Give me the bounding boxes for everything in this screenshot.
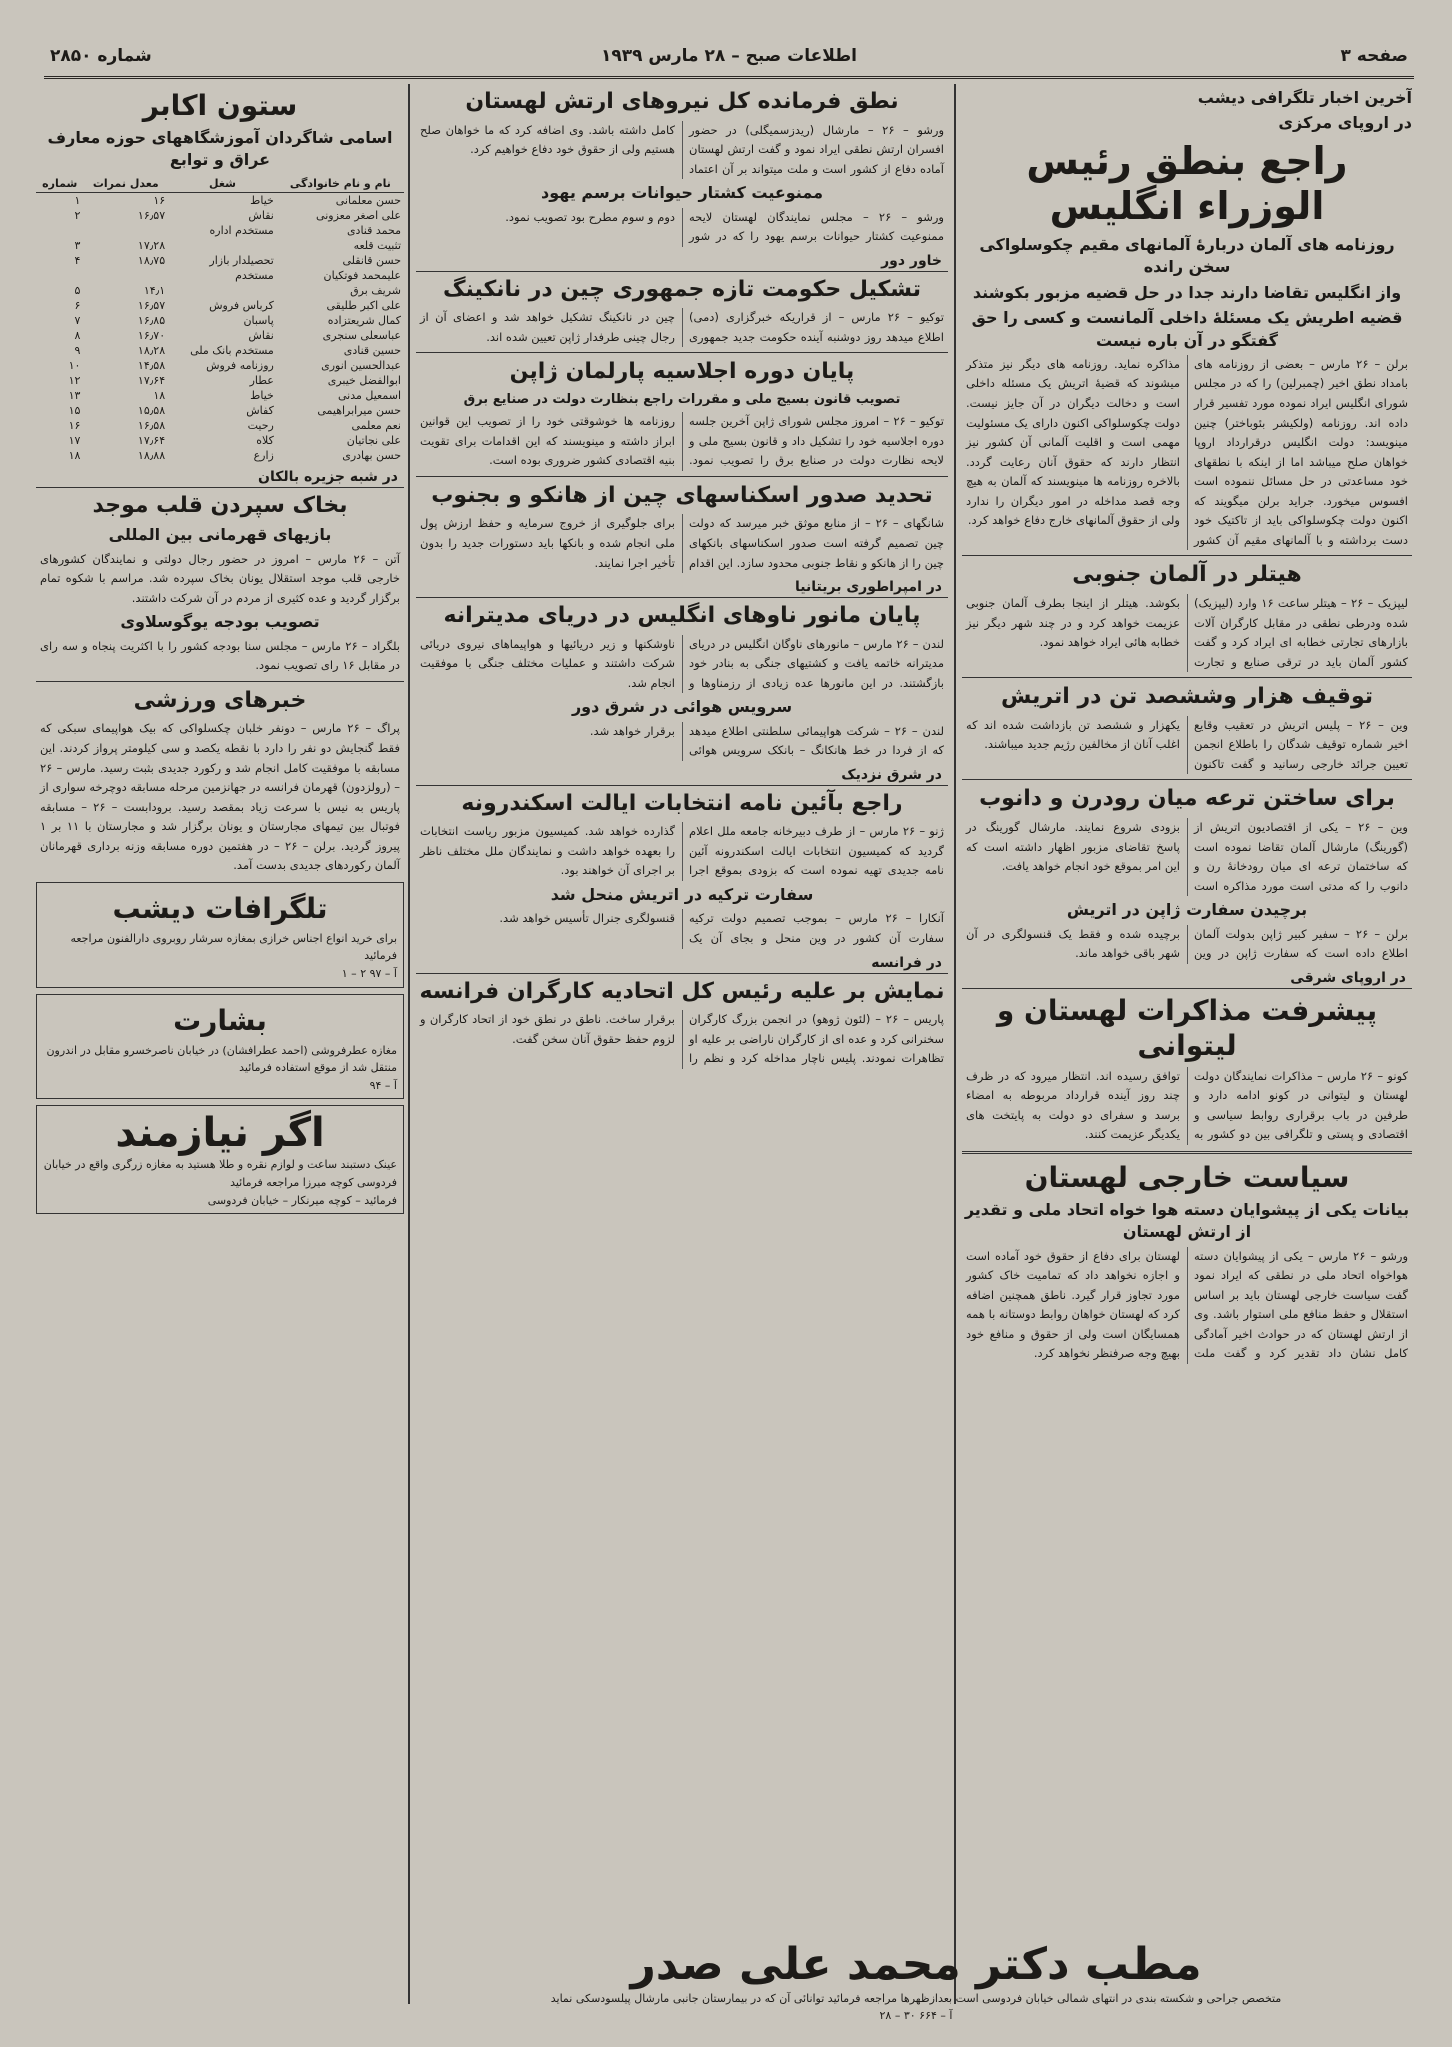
table-cell: ۱۸٫۸۸ bbox=[137, 448, 166, 462]
article-body: پاریس – ۲۶ – (لئون ژوهو) در انجمن بزرگ کارگران سخنرانی کرد و عده ای از کارگران ناراضی بر علیه او تظاهرات نمودند. پلیس ناچار مداخله کرد و نظم را برقرار ساخت. ناطق در نطق خود از اتحاد کارگران و لزوم حفظ حقوق آنان سخن گفت. bbox=[420, 1012, 944, 1066]
divider bbox=[962, 555, 1412, 556]
students-heading: اسامی شاگردان آموزشگاههای حوزه معارف عراق و توابع bbox=[47, 128, 393, 170]
table-cell: زارع bbox=[253, 448, 274, 462]
table-row bbox=[36, 253, 404, 268]
region-label: در اروپای مرکزی bbox=[1278, 113, 1412, 133]
table-cell: پاسبان bbox=[243, 313, 274, 327]
article-body: ورشو – ۲۶ – مجلس نمایندگان لهستان لایحه ممنوعیت کشتار حیوانات برسم یهود را که در شور دوم و سوم مطرح بود تصویب نمود. bbox=[505, 209, 944, 244]
section-kicker: آخرین اخبار تلگرافی دیشب bbox=[1197, 88, 1412, 107]
subheadline: واز انگلیس تقاضا دارند جدا در حل قضیه مزبور بکوشند bbox=[972, 282, 1402, 302]
table-cell: ۱۶ bbox=[153, 193, 166, 207]
table-cell: محمد قنادی bbox=[346, 223, 401, 237]
table-cell: ۱۶٫۵۷ bbox=[137, 208, 166, 222]
table-cell: کفاش bbox=[246, 403, 274, 417]
region-label: خاور دور bbox=[416, 251, 948, 272]
table-cell: ۱۸٫۲۸ bbox=[137, 343, 166, 357]
advertisement bbox=[36, 1105, 404, 1214]
table-cell: اسمعیل مدنی bbox=[338, 388, 401, 402]
headline-japan-embassy: برچیدن سفارت ژاپن در اتریش bbox=[1066, 900, 1308, 920]
subheadline: قضیه اطریش یک مسئلهٔ داخلی آلمانست و کسی را حق گفتگو در آن باره نیست bbox=[971, 308, 1403, 350]
headline-sports: خبرهای ورزشی bbox=[133, 687, 307, 713]
headline-chamberlain-speech: راجع بنطق رئیس الوزراء انگلیس bbox=[1026, 138, 1348, 229]
table-cell: عطار bbox=[249, 373, 274, 387]
table-cell: ۱۷٫۶۴ bbox=[137, 373, 166, 387]
ad-code: آ – ۹۷ ۲ – ۱ bbox=[341, 967, 397, 981]
table-cell: تثبیت قلعه bbox=[353, 238, 401, 252]
table-cell: علیمحمد فوتکیان bbox=[323, 268, 401, 282]
table-header: شغل bbox=[168, 175, 277, 193]
table-cell bbox=[36, 223, 83, 238]
column-divider bbox=[408, 84, 410, 2004]
ad-code: آ – ۹۴ bbox=[369, 1078, 397, 1092]
article-body: پراگ – ۲۶ مارس – دونفر خلبان چکسلواکی که بیک هواپیمای سبکی که فقط گنجایش دو نفر را دارد با نقطه یکصد و سی کیلومتر پرواز کردند. این مسابقه با موفقیت کامل انجام شد و رکورد جدیدی بثبت رسید. مارس – ۲۶ – (رولزدون) قهرمان فرانسه در جهانزمین مرحله مسابقه دوچرخه سواری از پاریس به نیس با سرعت زیاد بمقصد رسید. برودابست – ۲۶ – مسابقه فوتبال بین تیمهای مجارستان و یونان برگزار شد و مجارستان با ۱۱ بر ۱ پیروز گردید. برلن – ۲۶ – در هفتمین دوره مسابقه وزنه برداری قهرمانان آلمان رکوردهای جدیدی بدست آمد. bbox=[40, 721, 400, 873]
table-cell: ۱ bbox=[74, 193, 81, 207]
table-cell: ۱۶٫۸۵ bbox=[137, 313, 166, 327]
article-body: ژنو – ۲۶ مارس – از طرف دبیرخانه جامعه ملل اعلام گردید که کمیسیون انتخابات ایالت اسکندرونه آئین نامه جدیدی تهیه نموده است که بزودی بموقع اجرا گذارده خواهد شد. کمیسیون مزبور ریاست انتخابات را بعهده خواهد داشت و نمایندگان ملل مختلف ناظر بر اجرای آن خواهند بود. bbox=[420, 824, 944, 878]
table-cell: رحیت bbox=[247, 418, 274, 432]
table-cell: ۱۷٫۶۴ bbox=[137, 433, 166, 447]
table-cell: ۱۸ bbox=[68, 448, 81, 462]
table-cell: نعم معلمی bbox=[351, 418, 401, 432]
table-row bbox=[36, 388, 404, 403]
divider bbox=[962, 1151, 1412, 1154]
table-row bbox=[36, 448, 404, 463]
ad-title: تلگرافات دیشب bbox=[112, 891, 328, 925]
table-row bbox=[36, 283, 404, 298]
table-cell: نقاش bbox=[248, 328, 274, 342]
table-cell: عبدالحسین انوری bbox=[321, 358, 401, 372]
students-table bbox=[36, 175, 404, 463]
advertisement bbox=[36, 882, 404, 988]
column-divider bbox=[954, 84, 956, 2004]
table-cell: ۱۶ bbox=[68, 418, 81, 432]
table-cell: نقاش bbox=[248, 208, 274, 222]
article-body: بلگراد – ۲۶ مارس – مجلس سنا بودجه کشور را با اکثریت پنجاه و سه رای در مقابل ۱۶ رای تصویب نمود. bbox=[40, 638, 400, 673]
article-body: لندن – ۲۶ مارس – مانورهای ناوگان انگلیس در دریای مدیترانه خاتمه یافت و کشتیهای جنگی به بنادر خود بازگشتند. در این مانورها عده زیادی از رزمناوها و ناوشکنها و زیر دریائیها و هواپیماهای نیروی دریائی شرکت داشتند و عملیات مختلف جنگی با موفقیت انجام شد. bbox=[420, 636, 944, 690]
table-cell: ۳ bbox=[74, 238, 81, 252]
table-cell: روزنامه فروش bbox=[206, 358, 274, 372]
table-row bbox=[36, 208, 404, 223]
table-cell bbox=[168, 283, 277, 298]
divider bbox=[416, 476, 948, 477]
headline-polish-army-speech: نطق فرمانده کل نیروهای ارتش لهستان bbox=[465, 89, 899, 114]
subheadline: بیانات یکی از پیشوایان دسته هوا خواه اتحاد ملی و تقدیر از ارتش لهستان bbox=[964, 1199, 1410, 1242]
headline-poland-lithuania: پیشرفت مذاکرات لهستان و لیتوانی bbox=[996, 993, 1378, 1062]
advertisement bbox=[36, 994, 404, 1100]
ad-body: عینک دستبند ساعت و لوازم نقره و طلا هستید به مغازه زرگری واقع در خیابان فردوسی کوچه میرزا مراجعه فرمائید bbox=[43, 1158, 397, 1190]
table-cell: ۱۵ bbox=[68, 403, 81, 417]
divider bbox=[962, 677, 1412, 678]
doctor-ad-code: آ – ۶۶۴ ۳۰ – ۲۸ bbox=[879, 2009, 953, 2023]
table-cell: کمال شریعتزاده bbox=[327, 313, 401, 327]
table-row bbox=[36, 433, 404, 448]
table-cell: ۱۲ bbox=[68, 373, 81, 387]
table-row bbox=[36, 192, 404, 208]
column-title: ستون اکابر bbox=[142, 89, 298, 122]
divider bbox=[416, 352, 948, 353]
region-label: در شرق نزدیک bbox=[416, 765, 948, 786]
table-row bbox=[36, 238, 404, 253]
region-label: در اروپای شرقی bbox=[962, 968, 1412, 989]
table-cell: ۷ bbox=[74, 313, 81, 327]
headline-turkey-embassy: سفارت ترکیه در اتریش منحل شد bbox=[550, 885, 814, 905]
article-body: توکیو – ۲۶ مارس – از قراریکه خبرگزاری (دمی) اطلاع میدهد روز دوشنبه آینده حکومت جدید جمهوری چین در نانکینگ تشکیل خواهد شد و اعضای آن از رجال چینی طرفدار ژاپن تعیین شده اند. bbox=[420, 310, 944, 344]
article-body: برلن – ۲۶ مارس – بعضی از روزنامه های بامداد نطق اخیر (چمبرلین) را که در مجلس شورای انگلیس ایراد نموده مورد تفسیر قرار داده اند. روزنامه (ولکیشر بئوباختر) چنین مینویسد: دولت انگلیس درقرارداد اروپا خواهان صلح میباشد اما از اینکه با نطقهای خود مساعدتی در حل مسائل ننموده است افسوس میخورد. جراید برلن میگویند که اکنون دولت چکوسلواکی باید از تاکتیک خود دست برداشته و با آلمانهای مقیم آن کشور مذاکره نماید. روزنامه های دیگر نیز متذکر میشوند که قضیهٔ اتریش یک مسئله داخلی است و دخالت دیگران در آن جایز نیست. دولت چکوسلواکی اکنون دارای یک مسئولیت مهمی است و اقلیت آلمانی آن کشور نیز انتظار دارند که حقوق آنان رعایت گردد. بالاخره روزنامه ها مینویسند که آلمان به هیچ وجه قصد مداخله در امور دیگران را ندارد ولی از حقوق آلمانهای خارج دفاع خواهد کرد. bbox=[966, 356, 1408, 547]
doctor-advertisement bbox=[420, 1939, 1412, 2025]
doctor-name: مطب دکتر محمد علی صدر bbox=[630, 1938, 1202, 1990]
article-body: کونو – ۲۶ مارس – مذاکرات نمایندگان دولت لهستان و لیتوانی در کونو ادامه دارد و طرفین در باب برقراری روابط سیاسی و اقتصادی و پستی و تلگرافی بین دو کشور به توافق رسیده اند. انتظار میرود که در ظرف چند روز آینده قرارداد مربوطه به امضاء برسد و سفرای دو دولت به پایتخت های یکدیگر عزیمت کنند. bbox=[966, 1068, 1408, 1142]
table-cell: حسن قانقلی bbox=[342, 253, 401, 267]
headline-japan-parliament: پایان دوره اجلاسیه پارلمان ژاپن bbox=[509, 359, 855, 385]
ad-body: مغازه عطرفروشی (احمد عطرافشان) در خیابان ناصرخسرو مقابل در اندرون منتقل شد از موقع استفاده فرمائید bbox=[46, 1043, 397, 1075]
subheadline: تصویب قانون بسیج ملی و مقررات راجع بنظارت دولت در صنایع برق bbox=[463, 392, 901, 407]
table-row bbox=[36, 343, 404, 358]
table-cell: ۱۶٫۷۰ bbox=[137, 328, 166, 342]
table-cell: ۲ bbox=[74, 208, 81, 222]
table-cell: ۴ bbox=[74, 253, 81, 267]
table-cell: خیاط bbox=[250, 193, 274, 207]
table-cell: حسین قنادی bbox=[343, 343, 401, 357]
table-header: شماره bbox=[36, 175, 83, 193]
table-cell: ۸ bbox=[74, 328, 81, 342]
divider bbox=[962, 779, 1412, 780]
region-label: در امپراطوری بریتانیا bbox=[416, 577, 948, 598]
table-cell: ۵ bbox=[74, 283, 81, 297]
table-cell: خیاط bbox=[250, 388, 274, 402]
table-cell: حسن معلمانی bbox=[335, 193, 401, 207]
students-table-body bbox=[36, 192, 404, 463]
headline-french-labor: نمایش بر علیه رئیس کل اتحادیه کارگران فرانسه bbox=[419, 978, 945, 1004]
article-body: توکیو – ۲۶ – امروز مجلس شورای ژاپن آخرین جلسه دوره اجلاسیه خود را تشکیل داد و قانون بسیج ملی و لایحه نظارت دولت در صنایع برق را تصویب نمود. روزنامه ها خوشوقتی خود را از تصویب این قوانین ابراز داشته و مینویسند که این اقدامات برای تقویت بنیه اقتصادی کشور ضروری بوده است. bbox=[420, 414, 945, 468]
headline-nanking-government: تشکیل حکومت تازه جمهوری چین در نانکینگ bbox=[443, 276, 921, 302]
table-row bbox=[36, 328, 404, 343]
subheadline: روزنامه های آلمان دربارهٔ آلمانهای مقیم چکوسلواکی سخن رانده bbox=[979, 234, 1395, 277]
table-cell: تحصیلدار بازار bbox=[209, 253, 274, 267]
headline-far-east-air: سرویس هوائی در شرق دور bbox=[571, 697, 793, 717]
table-cell: کرباس فروش bbox=[209, 298, 274, 312]
masthead bbox=[44, 40, 1414, 79]
article-body: برلن – ۲۶ – سفیر کبیر ژاپن بدولت آلمان اطلاع داده است که سفارت ژاپن در وین برچیده شده و فقط یک قنسولگری در آن شهر باقی خواهد ماند. bbox=[966, 926, 1408, 961]
region-label: در فرانسه bbox=[416, 953, 948, 974]
table-cell: حسن میرابراهیمی bbox=[317, 403, 401, 417]
article-body: وین – ۲۶ – پلیس اتریش در تعقیب وقایع اخیر شماره توقیف شدگان را باطلاع انجمن تعیین جرائد خارجی رسانید و گفت تاکنون یکهزار و ششصد تن بازداشت شده اند که اغلب آنان از مخالفین رژیم جدید میباشند. bbox=[966, 717, 1408, 771]
table-cell: ۱۳ bbox=[68, 388, 81, 402]
region-label: در شبه جزیره بالکان bbox=[36, 467, 404, 488]
page-number: صفحه ۳ bbox=[1340, 46, 1408, 66]
headline-austria-arrests: توقیف هزار وششصد تن در اتریش bbox=[1000, 684, 1374, 710]
table-cell: کلاه bbox=[256, 433, 274, 447]
article-body: وین – ۲۶ – یکی از اقتصادیون اتریش از (گورینگ) مارشال آلمان تقاضا نموده است که ساختمان ترعه ای میان رودخانهٔ رن و دانوب را که مدتی است مورد مذاکره است بزودی شروع نمایند. مارشال گورینگ در پاسخ تقاضای مزبور اظهار داشته است که این امر بموقع خود انجام خواهد یافت. bbox=[966, 820, 1408, 893]
article-body: آتن – ۲۶ مارس – امروز در حضور رجال دولتی و نمایندگان کشورهای خارجی قلب موجد استقلال یونان بخاک سپرده شد. مراسم با شکوه تمام برگزار گردید و عده کثیری از مردم در آن شرکت داشتند. bbox=[40, 551, 400, 605]
article-body: آنکارا – ۲۶ مارس – بموجب تصمیم دولت ترکیه سفارت آن کشور در وین منحل و بجای آن یک قنسولگری جنرال تأسیس خواهد شد. bbox=[499, 911, 944, 945]
headline-polish-foreign-policy: سیاست خارجی لهستان bbox=[1024, 1160, 1350, 1194]
table-cell: ۹ bbox=[74, 343, 81, 357]
column-adult-education bbox=[36, 84, 404, 2024]
table-cell: ۱۴٫۱ bbox=[143, 283, 166, 297]
divider bbox=[36, 681, 404, 682]
table-cell: ۱۴٫۵۸ bbox=[137, 358, 166, 372]
table-row bbox=[36, 373, 404, 388]
table-cell: علی نجاتیان bbox=[346, 433, 401, 447]
table-cell: ۱۷ bbox=[68, 433, 81, 447]
table-cell: علی اصغر معزونی bbox=[316, 208, 401, 222]
ad-code: فرمائید – کوچه میرنکار – خیابان فردوسی bbox=[207, 1193, 397, 1207]
table-cell: ۱۸ bbox=[153, 388, 166, 402]
subheadline: بازیهای قهرمانی بین المللی bbox=[108, 525, 332, 545]
table-row bbox=[36, 358, 404, 373]
table-cell: ۱۸٫۷۵ bbox=[137, 253, 166, 267]
column-telegraph-news bbox=[962, 84, 1412, 2024]
table-cell bbox=[36, 268, 83, 283]
article-body: ورشو – ۲۶ مارس – یکی از پیشوایان دسته هواخواه اتحاد ملی در نطقی که ایراد نمود گفت سیاست خارجی لهستان باید بر اساس استقلال و حفظ منافع ملی استوار باشد. وی از ارتش لهستان که در حوادث اخیر آمادگی کامل نشان داد تقدیر کرد و گفت ملت لهستان برای دفاع از حقوق خود آماده است و اجازه نخواهد داد که تمامیت خاک کشور مورد تجاوز قرار گیرد. ناطق همچنین اضافه کرد که لهستان خواهان روابط دوستانه با همه همسایگان است ولی از حقوق و منافع خود بهیچ وجه صرفنظر نخواهد کرد. bbox=[966, 1248, 1408, 1361]
headline-kosher-ban: ممنوعیت کشتار حیوانات برسم یهود bbox=[541, 183, 823, 203]
table-row bbox=[36, 223, 404, 238]
headline-british-navy: پایان مانور ناوهای انگلیس در دریای مدیترانه bbox=[443, 603, 921, 629]
headline-china-banknotes: تحدید صدور اسکناسهای چین از هانکو و بجنوب bbox=[431, 482, 933, 508]
newspaper-date: اطلاعات صبح – ۲۸ مارس ۱۹۳۹ bbox=[601, 46, 857, 66]
table-cell: حسن بهادری bbox=[342, 448, 401, 462]
table-cell: ابوالفضل خیبری bbox=[327, 373, 401, 387]
table-cell: علی اکبر طلیقی bbox=[326, 298, 401, 312]
doctor-ad-body: متخصص جراحی و شکسته بندی در انتهای شمالی خیابان فردوسی است بعدازظهرها مراجعه فرمائید توانائی آن که در بیمارستان جانبی مارشال پیلسودسکی نماید bbox=[550, 1991, 1282, 2005]
article-body: لندن – ۲۶ – شرکت هواپیمائی سلطنتی اطلاع میدهد که از فردا در خط هانکانگ – بانکک سرویس هوائی برقرار خواهد شد. bbox=[589, 723, 944, 758]
table-row bbox=[36, 418, 404, 433]
ad-body: برای خرید انواع اجناس خرازی بمغازه سرشار روبروی دارالفنون مراجعه فرمائید bbox=[70, 931, 397, 963]
ad-title: بشارت bbox=[173, 1003, 267, 1037]
table-row bbox=[36, 268, 404, 283]
issue-number: شماره ۲۸۵۰ bbox=[50, 46, 152, 66]
table-cell: ۱۰ bbox=[68, 358, 81, 372]
table-cell: ۶ bbox=[74, 298, 81, 312]
table-cell bbox=[83, 268, 168, 283]
headline-alexandretta-elections: راجع بآئین نامه انتخابات ایالت اسکندرونه bbox=[461, 790, 903, 816]
table-cell: مستخدم بانک ملی bbox=[190, 343, 274, 357]
headline-rhine-danube-canal: برای ساختن ترعه میان رودرن و دانوب bbox=[979, 786, 1395, 812]
table-cell: مستخدم bbox=[235, 268, 274, 282]
headline-yugoslav-budget: تصویب بودجه یوگوسلاوی bbox=[120, 612, 320, 632]
table-row bbox=[36, 403, 404, 418]
table-header: نام و نام خانوادگی bbox=[277, 175, 404, 193]
table-cell bbox=[168, 238, 277, 253]
table-cell: شریف برق bbox=[350, 283, 401, 297]
table-header: معدل نمرات bbox=[83, 175, 168, 193]
table-cell: ۱۶٫۵۷ bbox=[137, 298, 166, 312]
ad-title: اگر نیازمند bbox=[115, 1110, 325, 1157]
table-row bbox=[36, 313, 404, 328]
table-cell: ۱۷٫۲۸ bbox=[137, 238, 166, 252]
article-body: لیپزیک – ۲۶ – هیتلر ساعت ۱۶ وارد (لیپزیک) شده ودرطی نطقی در مقابل کارگران آلات بازارهای تجارتی خطابه ای ایراد کرد و گفت کشور آلمان باید در ترقی صنایع و تجارت بکوشد. هیتلر از اینجا بطرف آلمان جنوبی عزیمت خواهد کرد و در چند شهر دیگر نیز خطابه هائی ایراد خواهد نمود. bbox=[966, 595, 1408, 669]
column-world-news bbox=[416, 84, 948, 2024]
table-cell: ۱۶٫۵۸ bbox=[137, 418, 166, 432]
headline-heart-burial: بخاک سپردن قلب موجد bbox=[92, 492, 348, 518]
table-cell: مستخدم اداره bbox=[209, 223, 274, 237]
headline-hitler-south: هیتلر در آلمان جنوبی bbox=[1072, 562, 1302, 588]
table-cell bbox=[83, 223, 168, 238]
article-body: شانگهای – ۲۶ – از منابع موثق خبر میرسد که دولت چین تصمیم گرفته است صدور اسکناسهای بانکهای چین را از هانکو و نقاط جنوبی محدود سازد. این اقدام برای جلوگیری از خروج سرمایه و حفظ ارزش پول ملی انجام شده و بانکها باید دستورات جدید را بدون تأخیر اجرا نمایند. bbox=[420, 516, 945, 570]
table-row bbox=[36, 298, 404, 313]
article-body: ورشو – ۲۶ – مارشال (ریدزسمیگلی) در حضور افسران ارتش نطقی ایراد نمود و گفت ارتش لهستان آماده دفاع از کشور است و ملت میتواند بر آن اعتماد کامل داشته باشد. وی اضافه کرد که ما خواهان صلح هستیم ولی از حقوق خود دفاع خواهیم کرد. bbox=[420, 122, 944, 176]
table-cell: ۱۵٫۵۸ bbox=[137, 403, 166, 417]
table-cell: عباسعلی سنجری bbox=[322, 328, 401, 342]
